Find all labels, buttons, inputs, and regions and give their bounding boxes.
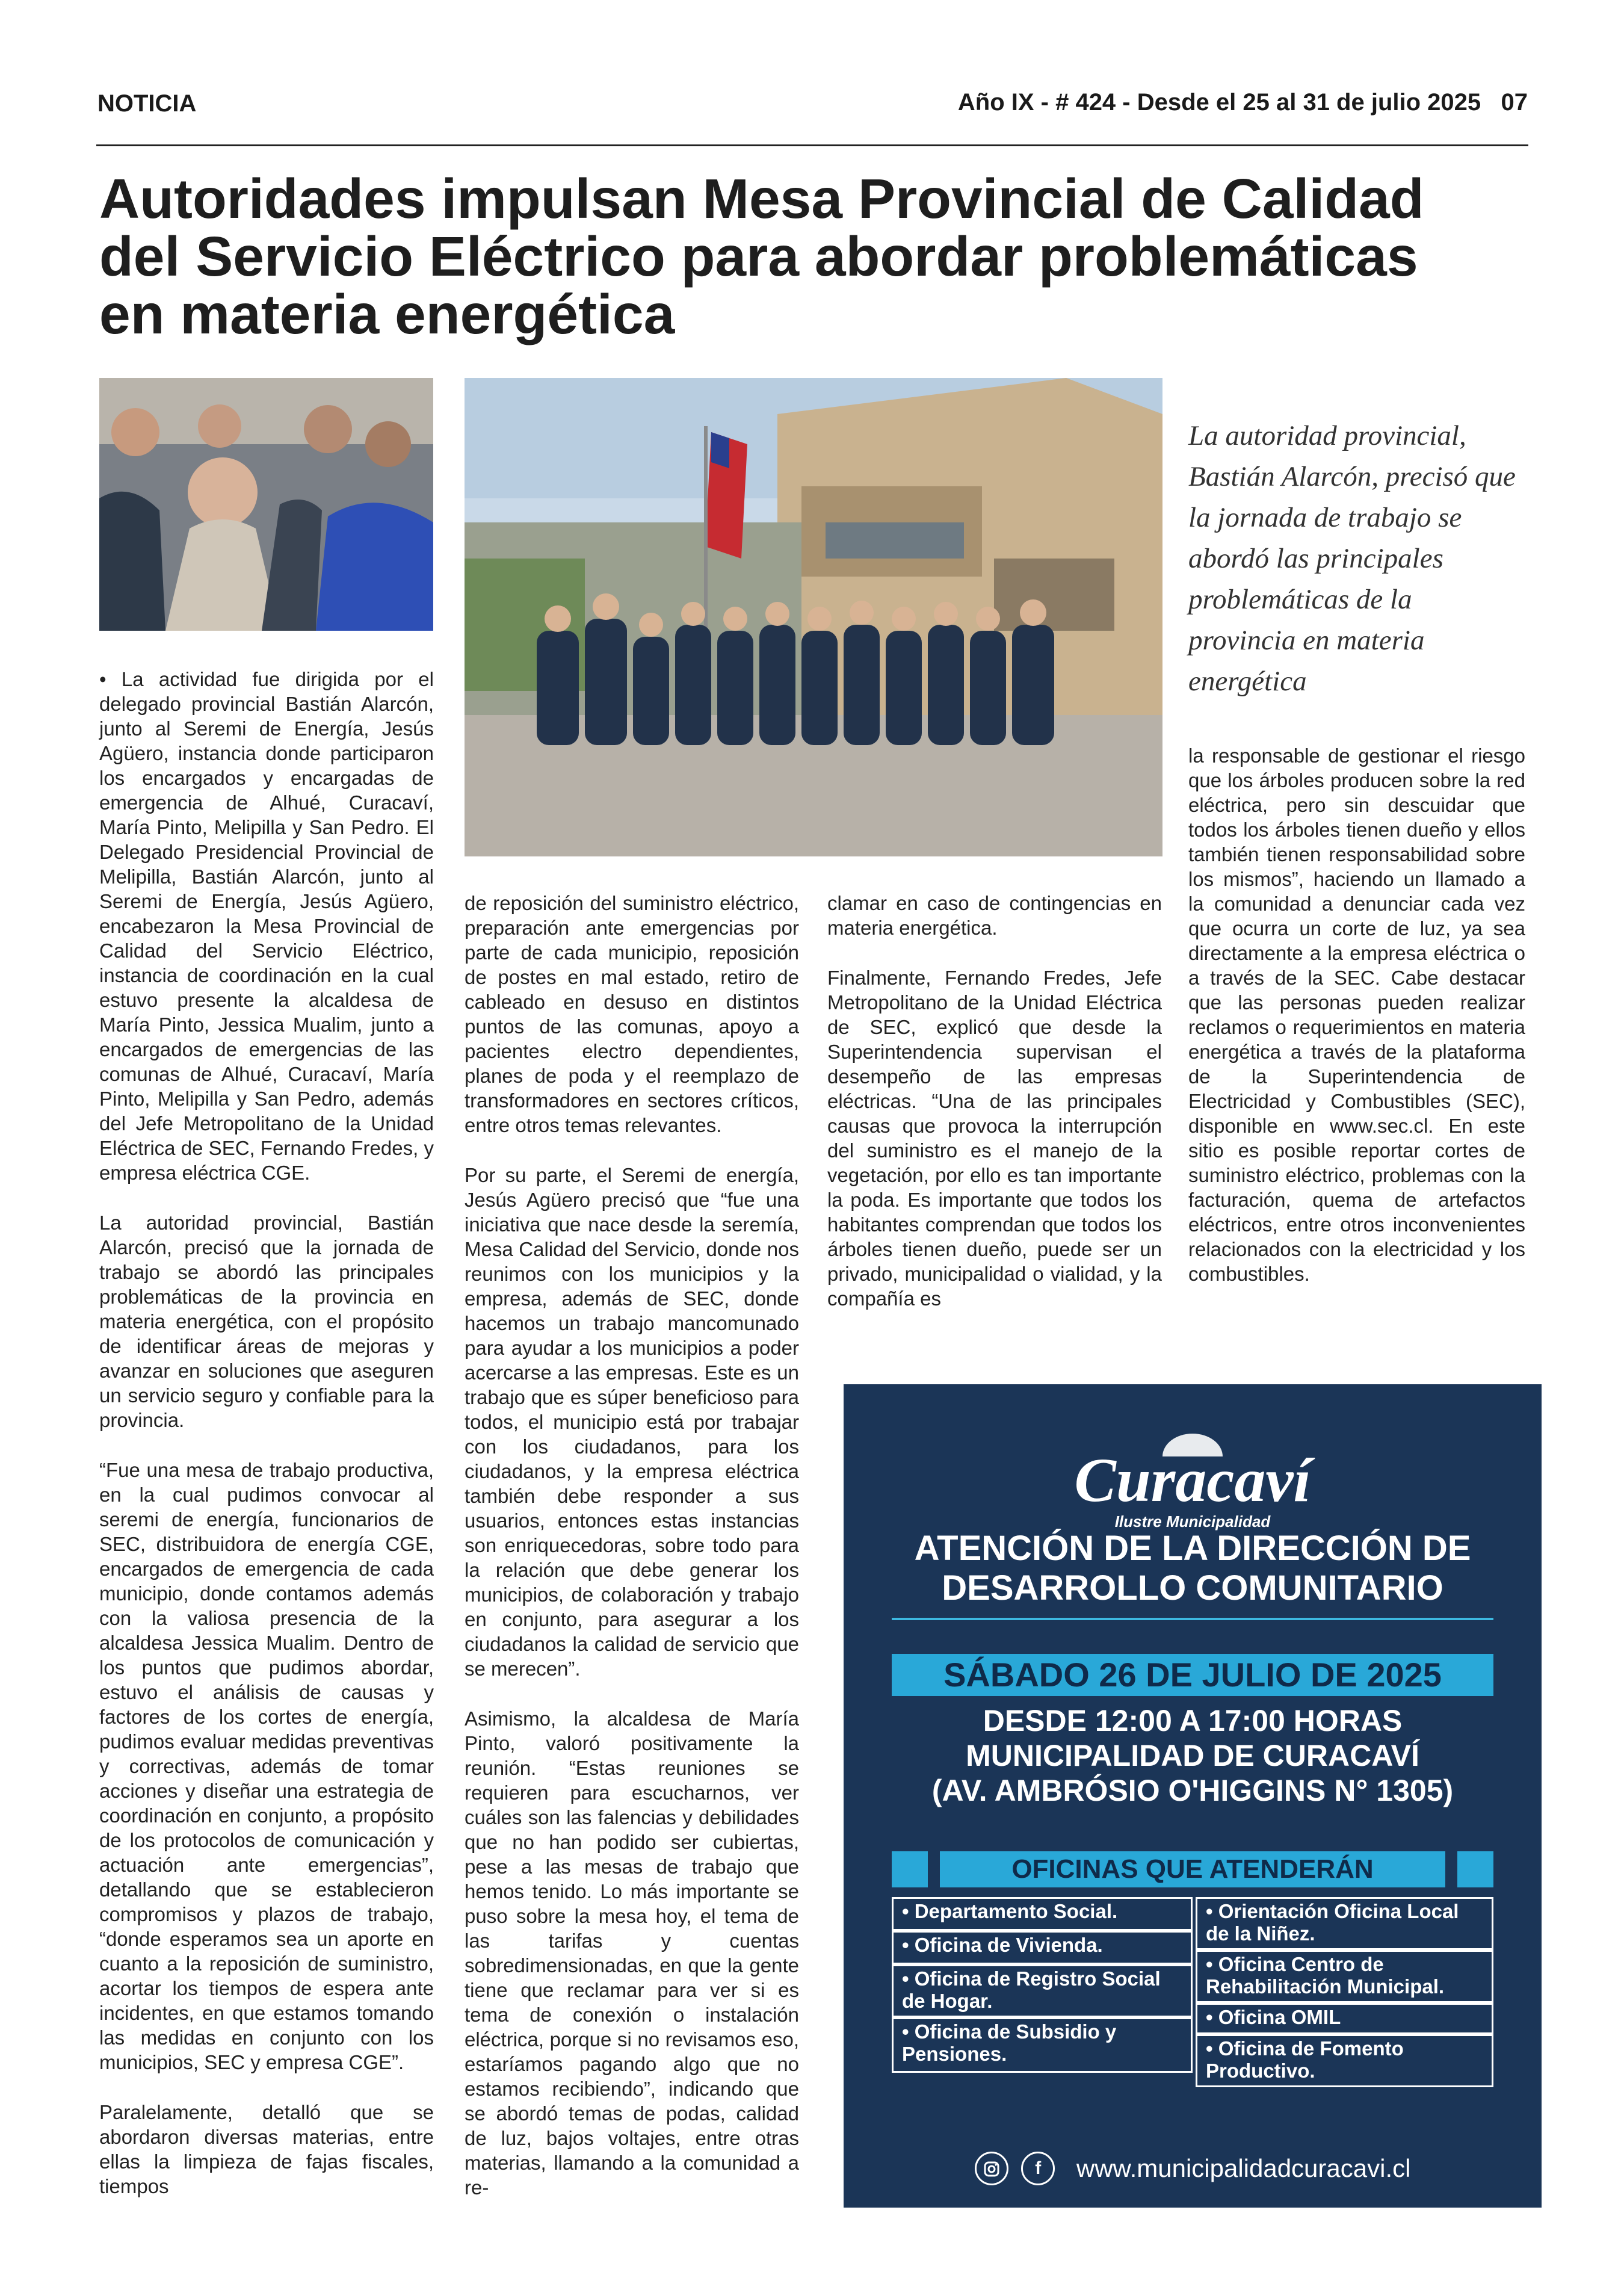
ad-title-line: DESARROLLO COMUNITARIO (942, 1568, 1443, 1608)
headline-line: del Servicio Eléctrico para abordar problemáticas (99, 225, 1418, 288)
office-item: • Oficina de Fomento Productivo. (1196, 2034, 1493, 2087)
ad-footer (844, 2152, 1542, 2185)
meeting-photo (99, 378, 433, 631)
pull-quote: La autoridad provincial, Bastián Alarcón, precisó que la jornada de trabajo se abordó las principales problemáticas de la provincia en materia energética (1188, 420, 1516, 697)
paragraph: “Fue una mesa de trabajo productiva, en la cual pudimos convocar al seremi de energía, funcionarios de SEC, distribuidora de energía CGE, encargados de emergencia de cada municipio, donde contamos además con la valiosa presencia de la alcaldesa Jessica Mualim. Dentro de los puntos que pudimos abordar, estuvo el análisis de causas y factores de los cortes de energía, pudimos evaluar medidas preventivas y correctivas, además de tomar acciones y diseñar una estrategia de coordinación en conjunto, a propósito de los protocolos de comunicación y actuación ante emergencias”, detallando que se establecieron compromisos y plazos de trabajo, “donde esperamos sea un aporte en cuanto a la reposición de suministro, acortar los tiempos de espera ante incidentes, en que estamos tomando las medidas en conjunto con los municipios, SEC y empresa CGE”. (99, 1459, 434, 2073)
paragraph: Finalmente, Fernando Fredes, Jefe Metropolitano de la Unidad Eléctrica de SEC, explicó que desde la Superintendencia supervisan el desempeño de las empresas eléctricas. “Una de las principales causas que provoca la interrupción del suministro es el manejo de la vegetación, por ello es tan importante la poda. Es importante que todos los habitantes comprendan que todos los árboles tienen dueño, puede ser un privado, municipalidad o vialidad, y la compañía es (827, 967, 1162, 1310)
paragraph: Asimismo, la alcaldesa de María Pinto, valoró positivamente la reunión. “Estas reuniones se requieren para escucharnos, ver cuáles son las falencias y debilidades que no han podido ser cubiertas, pese a las mesas de trabajo que hemos tenido. Lo más importante se puso sobre la mesa hoy, el tema de las tarifas y cuentas sobredimensionadas, en que la gente tiene que reclamar para ver si es tema de conexión o instalación eléctrica, porque si no revisamos eso, estaríamos pagando algo que no estamos recibiendo”, indicando que se abordó temas de podas, calidad de luz, bajos voltajes, entre otras materias, llamando a la comunidad a re- (465, 1707, 799, 2199)
logo-subtitle: Ilustre Municipalidad (1114, 1512, 1271, 1531)
event-address: (AV. AMBRÓSIO O'HIGGINS N° 1305) (931, 1774, 1454, 1807)
website-link[interactable]: www.municipalidadcuracavi.cl (1076, 2154, 1411, 2182)
title-underline (892, 1618, 1493, 1620)
municipality-logo (844, 1432, 1542, 1531)
paragraph: • La actividad fue dirigida por el delegado provincial Bastián Alarcón, junto al Seremi de Energía, Jesús Agüero, instancia donde participaron los encargados y encargadas de emergencia de Alhué, Curacaví, María Pinto, Melipilla y San Pedro. El Delegado Presidencial Provincial de Melipilla, Bastián Alarcón, junto al Seremi de Energía, Jesús Agüero, encabezaron la Mesa Provincial de Calidad del Servicio Eléctrico, instancia de coordinación en la cual estuvo presente la alcaldesa de María Pinto, Jessica Mualim, junto a encargados de emergencias de las comunas de Alhué, Curacaví, María Pinto, Melipilla y San Pedro, además del Jefe Metropolitano de la Unidad Eléctrica de SEC, Fernando Fredes, y empresa eléctrica CGE. (99, 668, 434, 1184)
headline-line: Autoridades impulsan Mesa Provincial de Calidad (99, 167, 1424, 230)
section-label: NOTICIA (97, 90, 197, 117)
article-column-3 (827, 891, 1162, 1336)
office-item: • Oficina de Registro Social de Hogar. (892, 1964, 1193, 2017)
paragraph: clamar en caso de contingencias en materia energética. (827, 892, 1162, 939)
headline (99, 167, 1531, 345)
offices-title: OFICINAS QUE ATENDERÁN (940, 1851, 1445, 1887)
paragraph: Por su parte, el Seremi de energía, Jesús Agüero precisó que “fue una iniciativa que nace desde la seremía, Mesa Calidad del Servicio, donde nos reunimos con los municipios y la empresa, además de SEC, donde hacemos un trabajo mancomunado para ayudar a los municipios a poder acercarse a las empresas. Este es un trabajo que es súper beneficioso para todos, el municipio está por trabajar con los ciudadanos, para los ciudadanos, y la empresa eléctrica también debe responder a sus usuarios, entonces estas instancias son enriquecedoras, sobre todo para la relación que debe generar los municipios, de colaboración y trabajo en conjunto, para asegurar a los ciudadanos la calidad de servicio que se merecen”. (465, 1164, 799, 1680)
headline-line: en materia energética (99, 283, 675, 345)
issue-info (958, 89, 1528, 116)
ad-title-line: ATENCIÓN DE LA DIRECCIÓN DE (914, 1529, 1471, 1568)
issue-text: Año IX - # 424 - Desde el 25 al 31 de julio 2025 (957, 89, 1481, 116)
event-place: MUNICIPALIDAD DE CURACAVÍ (966, 1739, 1419, 1772)
event-date: SÁBADO 26 DE JULIO DE 2025 (892, 1654, 1493, 1696)
article-column-4 (1188, 743, 1525, 1311)
logo-text: Curacaví (1074, 1446, 1311, 1515)
offices-bar-right (1457, 1851, 1493, 1887)
paragraph: la responsable de gestionar el riesgo que los árboles producen sobre la red eléctrica, pero sin descuidar que todos los árboles tienen dueño y ellos también tienen responsabilidad sobre los mismos”, haciendo un llamado a la comunidad a denunciar cada vez que ocurra un corte de luz, ya sea directamente a la empresa eléctrica o a través de la SEC. Cabe destacar que las personas pueden realizar reclamos o requerimientos en materia energética a través de la plataforma de la Superintendencia de Electricidad y Combustibles (SEC), disponible en www.sec.cl. En este sitio es posible reportar cortes de suministro eléctrico, problemas con la facturación, quema de artefactos eléctricos, entre otros inconvenientes relacionados con la electricidad y los combustibles. (1188, 744, 1525, 1285)
office-item: • Orientación Oficina Local de la Niñez. (1196, 1897, 1493, 1950)
office-item: • Oficina de Subsidio y Pensiones. (892, 2017, 1193, 2073)
article-column-2 (465, 891, 799, 2225)
instagram-icon[interactable] (975, 2152, 1008, 2185)
paragraph: de reposición del suministro eléctrico, preparación ante emergencias por parte de cada municipio, reposición de postes en mal estado, retiro de cableado en desuso en distintos puntos de las comunas, apoyo a pacientes electro dependientes, planes de poda y el reemplazo de transformadores en sectores críticos, entre otros temas relevantes. (465, 892, 799, 1136)
event-hours: DESDE 12:00 A 17:00 HORAS (983, 1704, 1403, 1738)
paragraph: La autoridad provincial, Bastián Alarcón, precisó que la jornada de trabajo se abordó las principales problemáticas de la provincia en materia energética, con el propósito de identificar áreas de mejoras y avanzar en soluciones que aseguren un servicio seguro y confiable para la provincia. (99, 1212, 434, 1431)
page-number: 07 (1501, 89, 1528, 116)
header-rule (96, 144, 1528, 146)
office-item: • Oficina Centro de Rehabilitación Municipal. (1196, 1950, 1493, 2003)
office-item: • Oficina OMIL (1196, 2003, 1493, 2034)
office-item: • Oficina de Vivienda. (892, 1931, 1193, 1964)
group-photo (465, 378, 1162, 856)
office-item: • Departamento Social. (892, 1897, 1193, 1931)
facebook-icon[interactable]: f (1021, 2152, 1055, 2185)
event-details (844, 1703, 1542, 1808)
article-column-1 (99, 667, 434, 2224)
paragraph: Paralelamente, detalló que se abordaron diversas materias, entre ellas la limpieza de fajas fiscales, tiempos (99, 2101, 434, 2197)
advertisement-curacavi (844, 1384, 1542, 2208)
offices-bar-left (892, 1851, 928, 1887)
ad-title (844, 1529, 1542, 1608)
